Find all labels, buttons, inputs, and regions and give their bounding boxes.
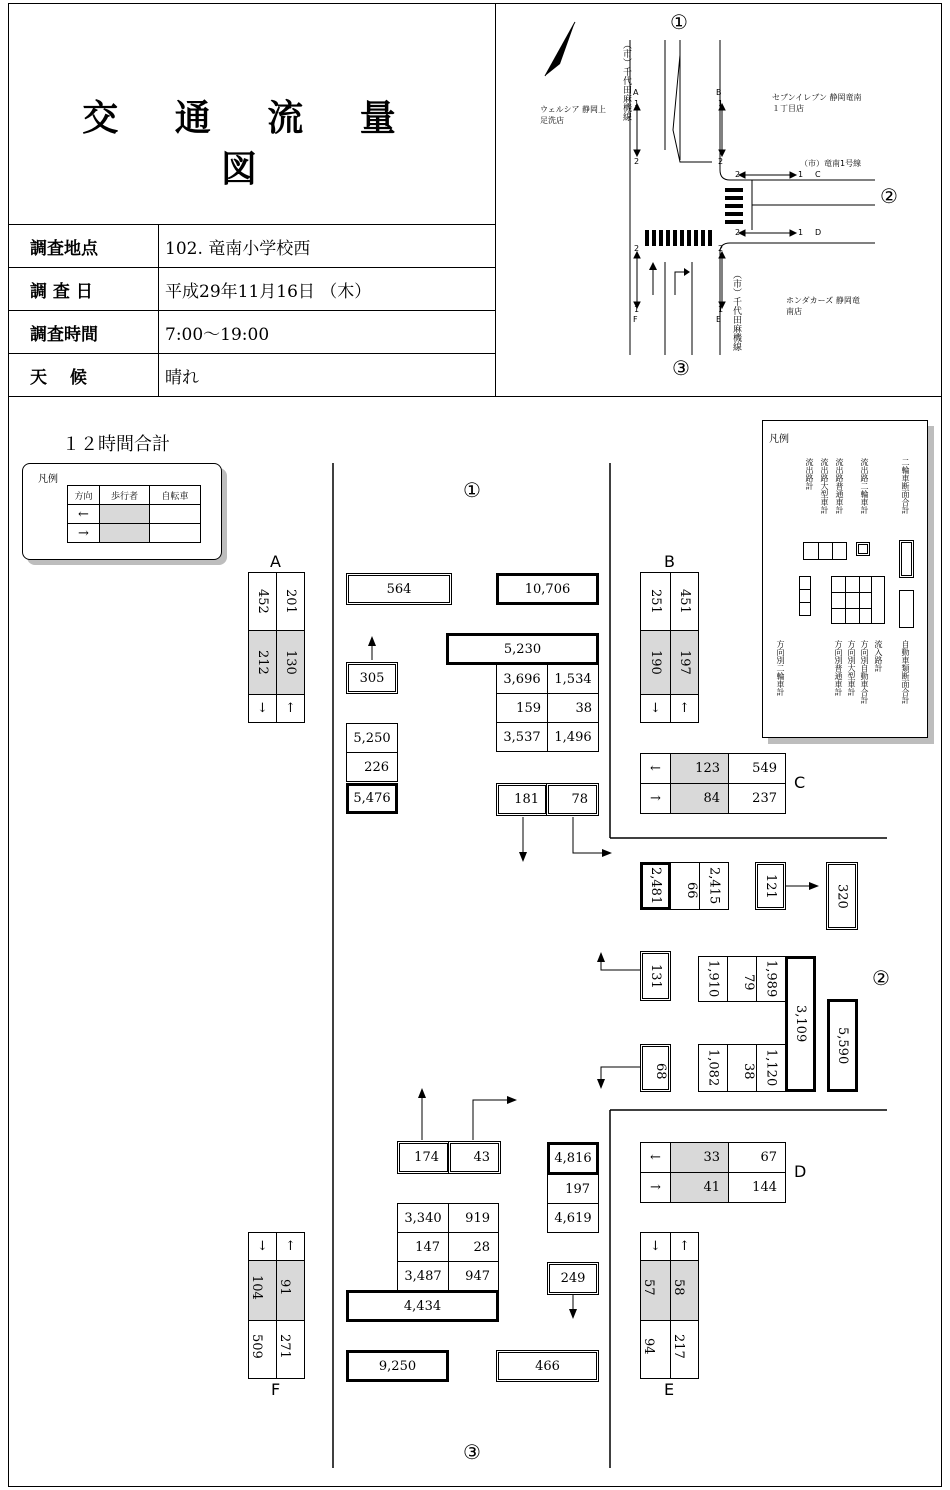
north-out-total: 564 <box>346 573 452 605</box>
north-grid-cell: 1,534 <box>547 664 599 694</box>
south-grid-cell: 147 <box>397 1232 449 1262</box>
east-grid-cell: 38 <box>727 1044 757 1092</box>
b-ped-out: 251 <box>640 572 671 631</box>
east-out-large: 66 <box>670 862 700 910</box>
north-moto-out: 305 <box>346 662 398 694</box>
north-in-total: 10,706 <box>496 573 599 605</box>
legend-big-label: 流出路計 <box>805 458 814 490</box>
a-bike-in: 130 <box>276 630 305 695</box>
legend-small-bike <box>149 504 201 524</box>
east-in-road: 3,109 <box>785 956 816 1092</box>
point-a-label: A <box>270 552 281 571</box>
d-bike: 67 <box>728 1142 786 1173</box>
legend-small-dir: → <box>67 523 100 543</box>
info-key: 調査時間 <box>8 311 159 354</box>
map-lane-num: 1 <box>718 99 724 108</box>
section-title: １２時間合計 <box>62 434 170 455</box>
south-moto-dir: 174 <box>397 1141 450 1174</box>
south-out-large: 197 <box>547 1174 599 1204</box>
b-arrow: ↓ <box>640 694 671 723</box>
legend-small-head: 自転車 <box>149 485 201 505</box>
east-moto-out: 121 <box>755 862 786 910</box>
b-ped-in: 190 <box>640 630 671 695</box>
e-ped-out: 94 <box>640 1320 671 1379</box>
f-ped: 104 <box>248 1260 277 1321</box>
legend-small-dir: ← <box>67 504 100 524</box>
south-grid-cell: 28 <box>448 1232 499 1262</box>
south-out-std: 4,619 <box>547 1203 599 1233</box>
legend-box <box>832 542 847 560</box>
south-grid-cell: 3,340 <box>397 1203 449 1233</box>
d-bike: 144 <box>728 1172 786 1203</box>
info-key: 調査地点 <box>8 225 159 268</box>
south-grid-cell: 919 <box>448 1203 499 1233</box>
east-grid-cell: 1,120 <box>756 1044 786 1092</box>
map-lane-num: 2 <box>634 244 640 253</box>
point-d-label: D <box>794 1162 807 1181</box>
map-lane-num: 2 <box>718 157 724 166</box>
d-dir: → <box>640 1172 671 1203</box>
legend-big-label: 方向別自動車合計 <box>860 640 869 704</box>
north-moto-dir: 181 <box>496 783 548 816</box>
point-f-label: F <box>271 1380 281 1399</box>
map-point-c: C <box>815 170 821 179</box>
legend-box <box>871 576 885 624</box>
legend-big-label: 流出路大型車計 <box>820 458 829 514</box>
legend-box <box>803 542 819 560</box>
map-point-b: B <box>716 88 722 97</box>
d-ped: 41 <box>670 1172 729 1203</box>
map-point-e: E <box>716 315 722 324</box>
map-point-a: A <box>633 88 639 97</box>
south-out-auto: 4,816 <box>547 1142 599 1175</box>
map-shop-nw: ウェルシア 静岡上足洗店 <box>540 105 607 125</box>
c-dir: ← <box>640 753 671 784</box>
approach-2-label: ② <box>872 966 890 990</box>
south-in-road: 4,434 <box>346 1290 499 1322</box>
f-bike-out: 271 <box>276 1320 305 1379</box>
south-grid-cell: 947 <box>448 1261 499 1291</box>
legend-box <box>818 542 833 560</box>
b-bike-out: 451 <box>670 572 699 631</box>
map-approach-3: ③ <box>672 356 690 380</box>
south-moto-dir: 43 <box>448 1141 501 1174</box>
north-grid-cell: 38 <box>547 693 599 723</box>
map-road-label-south: （市）竜南1号線 <box>800 159 862 168</box>
page-title: 交 通 流 量 図 <box>82 98 418 190</box>
map-lane-num: 1 <box>798 170 804 179</box>
east-auto-total: 5,590 <box>827 999 858 1092</box>
a-ped-out: 452 <box>248 572 277 631</box>
c-bike: 237 <box>728 783 786 814</box>
map-shop-ne: セブンイレブン 静岡竜南１丁目店 <box>772 93 862 113</box>
legend-big-label: 流出路普通車計 <box>835 458 844 514</box>
map-shop-se: ホンダカーズ 静岡竜南店 <box>786 296 860 316</box>
map-road-label-west: （市）千代田麻機線 <box>621 40 631 121</box>
legend-big-label: 二輪車断面合計 <box>901 458 910 514</box>
north-out-large: 226 <box>346 752 398 782</box>
legend-big-label: 方向別大型車計 <box>847 640 856 696</box>
a-arrow: ↑ <box>276 694 305 723</box>
d-ped: 33 <box>670 1142 729 1173</box>
info-key: 天 候 <box>8 354 159 397</box>
legend-box <box>799 589 811 603</box>
info-key: 調 査 日 <box>8 268 159 311</box>
legend-big-label: 流入路計 <box>874 640 883 672</box>
south-moto-total: 466 <box>496 1350 599 1382</box>
a-ped-in: 212 <box>248 630 277 695</box>
north-grid-cell: 3,696 <box>496 664 548 694</box>
a-arrow: ↓ <box>248 694 277 723</box>
north-in-road: 5,230 <box>446 633 599 665</box>
f-ped-out: 509 <box>248 1320 277 1379</box>
north-grid-cell: 1,496 <box>547 722 599 752</box>
legend-small-ped <box>99 504 150 524</box>
north-grid-cell: 3,537 <box>496 722 548 752</box>
legend-box <box>899 590 914 628</box>
c-bike: 549 <box>728 753 786 784</box>
legend-small-title: 凡例 <box>38 474 58 485</box>
e-bike: 58 <box>670 1260 699 1321</box>
map-approach-2: ② <box>880 184 898 208</box>
east-moto-dir: 131 <box>640 951 671 1001</box>
legend-small-head: 方向 <box>67 485 100 505</box>
east-grid-cell: 1,910 <box>698 956 728 1002</box>
east-grid-cell: 1,082 <box>698 1044 728 1092</box>
point-c-label: C <box>794 773 806 792</box>
north-grid-cell: 159 <box>496 693 548 723</box>
east-out-auto: 2,481 <box>640 862 671 910</box>
map-lane-num: 1 <box>718 305 724 314</box>
map-lane-num: 1 <box>798 228 804 237</box>
info-value: 102. 竜南小学校西 <box>159 225 497 268</box>
map-lane-num: 1 <box>634 99 640 108</box>
e-arrow: ↓ <box>640 1232 671 1261</box>
east-grid-cell: 1,989 <box>756 956 786 1002</box>
legend-small-head: 歩行者 <box>99 485 150 505</box>
south-moto-out: 249 <box>547 1262 599 1295</box>
east-out-std: 2,415 <box>699 862 729 910</box>
north-out-auto: 5,476 <box>346 783 398 814</box>
c-ped: 123 <box>670 753 729 784</box>
legend-big-label: 方向別普通車計 <box>834 640 843 696</box>
approach-1-label: ① <box>463 478 481 502</box>
east-moto-total: 320 <box>826 862 858 930</box>
legend-grid <box>831 576 872 624</box>
point-e-label: E <box>664 1380 675 1399</box>
south-auto-total: 9,250 <box>346 1350 449 1382</box>
legend-small-bike <box>149 523 201 543</box>
legend-box <box>856 542 870 556</box>
a-bike-out: 201 <box>276 572 305 631</box>
map-lane-num: 2 <box>718 244 724 253</box>
c-dir: → <box>640 783 671 814</box>
legend-small-ped <box>99 523 150 543</box>
map-lane-num: 2 <box>634 157 640 166</box>
map-road-label-east: （市）千代田麻機線 <box>731 270 741 351</box>
info-value: 7:00～19:00 <box>159 311 497 354</box>
legend-box <box>899 540 914 578</box>
d-dir: ← <box>640 1142 671 1173</box>
e-ped: 57 <box>640 1260 671 1321</box>
e-bike-out: 217 <box>670 1320 699 1379</box>
north-moto-dir: 78 <box>546 783 599 816</box>
north-out-std: 5,250 <box>346 723 398 753</box>
f-bike: 91 <box>276 1260 305 1321</box>
east-grid-cell: 79 <box>727 956 757 1002</box>
c-ped: 84 <box>670 783 729 814</box>
south-grid-cell: 3,487 <box>397 1261 449 1291</box>
legend-big-label: 自動車類断面合計 <box>901 640 910 704</box>
map-point-f: F <box>633 315 638 324</box>
legend-big-label: 流出路二輪車計 <box>860 458 869 514</box>
map-approach-1: ① <box>670 10 688 34</box>
b-arrow: ↑ <box>670 694 699 723</box>
b-bike-in: 197 <box>670 630 699 695</box>
legend-box <box>799 602 811 616</box>
f-arrow: ↓ <box>248 1232 277 1261</box>
east-moto-dir: 68 <box>640 1044 671 1092</box>
e-arrow: ↑ <box>670 1232 699 1261</box>
location-map <box>0 0 950 400</box>
approach-3-label: ③ <box>463 1440 481 1464</box>
legend-box <box>799 576 811 590</box>
map-lane-num: 2 <box>735 228 741 237</box>
info-value: 平成29年11月16日 （木） <box>159 268 497 311</box>
point-b-label: B <box>664 552 675 571</box>
legend-big-label: 方向別二輪車計 <box>776 640 785 696</box>
f-arrow: ↑ <box>276 1232 305 1261</box>
map-point-d: D <box>815 228 822 237</box>
legend-big-title: 凡例 <box>769 434 789 445</box>
map-lane-num: 2 <box>735 170 741 179</box>
info-value: 晴れ <box>159 354 497 397</box>
map-lane-num: 1 <box>634 305 640 314</box>
